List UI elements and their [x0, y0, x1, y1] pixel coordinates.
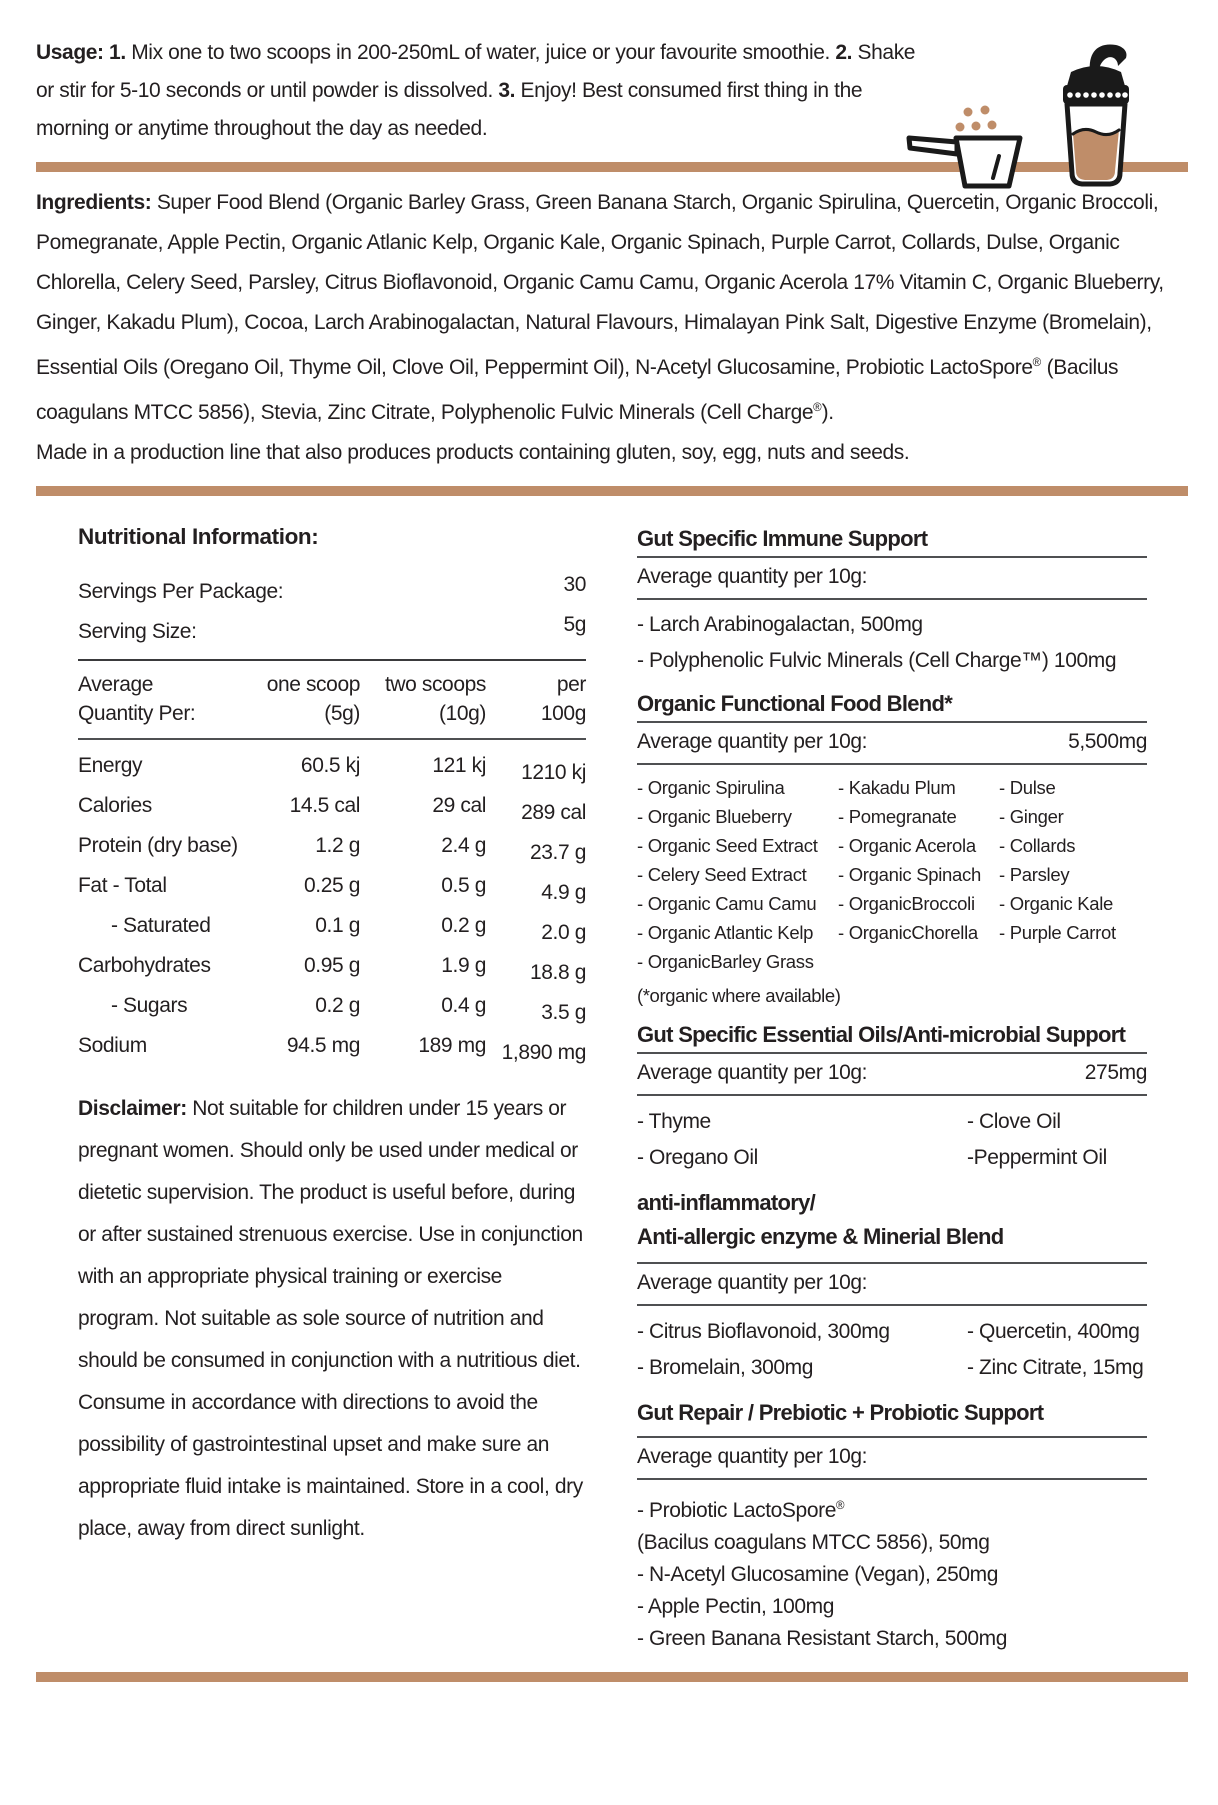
divider: [637, 1094, 1147, 1096]
ingredients-text-2: (Bacilus coagulans MTCC 5856), Stevia, Zinc Citrate, Polyphenolic Fulvic Minerals (Cell Charge: [36, 356, 1119, 424]
serving-size-row: [78, 612, 586, 652]
list-item: - Quercetin, 400mg: [967, 1320, 1140, 1343]
list-item: - Bromelain, 300mg: [637, 1356, 814, 1379]
row-value-per-100g: 18.8 g: [530, 961, 586, 984]
list-item: - Polyphenolic Fulvic Minerals (Cell Charge™) 100mg: [637, 649, 1117, 672]
usage-icons: [904, 40, 1152, 192]
usage-label: Usage: 1.: [36, 41, 126, 64]
list-item: - Thyme: [637, 1110, 711, 1133]
column-header-two-scoops: [360, 670, 486, 728]
avg-quantity-label: Average quantity per 10g:: [637, 1271, 868, 1294]
avg-quantity-row: [637, 1438, 1147, 1478]
registered-symbol: ®: [835, 1500, 845, 1512]
section-heading-line-2: Anti-allergic enzyme & Minerial Blend: [637, 1224, 1004, 1249]
row-value-per-100g: 3.5 g: [541, 1001, 586, 1024]
shaker-bottle-icon: [1040, 40, 1152, 192]
registered-symbol: ®: [813, 402, 822, 414]
scoop-icon: [904, 90, 1026, 192]
servings-block: [78, 572, 586, 652]
divider: [637, 598, 1147, 600]
row-label: Energy: [78, 754, 143, 777]
ingredient-grid: [637, 773, 1147, 976]
usage-step-3-number: 3.: [498, 79, 516, 102]
list-item: - Citrus Bioflavonoid, 300mg: [637, 1320, 890, 1343]
serving-size-value: 5g: [563, 613, 586, 636]
section-heading: Organic Functional Food Blend*: [637, 691, 953, 716]
usage-paragraph: [36, 34, 916, 148]
row-value-two-scoops: 2.4 g: [441, 834, 486, 857]
avg-quantity-label: Average quantity per 10g:: [637, 730, 868, 753]
row-value-two-scoops: 0.2 g: [441, 914, 486, 937]
list-item: - Purple Carrot: [999, 922, 1116, 943]
column-header-quantity: [78, 670, 264, 728]
section-heading: Gut Specific Essential Oils/Anti-microbial Support: [637, 1022, 1126, 1047]
divider-bar-middle: [36, 486, 1188, 496]
avg-quantity-row: [637, 558, 1147, 598]
row-label: - Sugars: [111, 994, 188, 1017]
list-item: - Kakadu Plum: [838, 777, 956, 798]
row-value-two-scoops: 1.9 g: [441, 954, 486, 977]
avg-quantity-value: 275mg: [1084, 1061, 1147, 1084]
row-value-per-100g: 2.0 g: [541, 921, 586, 944]
list-item: - Apple Pectin, 100mg: [637, 1595, 835, 1618]
list-item: (Bacilus coagulans MTCC 5856), 50mg: [637, 1531, 990, 1554]
row-label: Carbohydrates: [78, 954, 211, 977]
ingredients-text-3: ).: [821, 401, 834, 424]
row-label: Fat - Total: [78, 874, 167, 897]
avg-quantity-row: [637, 1264, 1147, 1304]
header-line: one scoop: [266, 673, 360, 696]
servings-value: 30: [563, 573, 586, 596]
list-item: [637, 1490, 1147, 1527]
row-value-one-scoop: 0.95 g: [304, 954, 360, 977]
column-header-one-scoop: [264, 670, 360, 728]
two-column-area: [78, 522, 1188, 1672]
grid-column-1: [637, 1314, 967, 1386]
disclaimer-paragraph: [78, 1088, 586, 1550]
divider: [637, 1478, 1147, 1480]
list-item: - Parsley: [999, 864, 1070, 885]
nutrition-column: [78, 522, 586, 1672]
grid-column-2: [967, 1314, 1147, 1386]
header-line: 100g: [540, 702, 586, 725]
nutrition-heading: Nutritional Information:: [78, 524, 319, 549]
list-item: - Organic Camu Camu: [637, 893, 817, 914]
row-value-one-scoop: 1.2 g: [315, 834, 360, 857]
row-value-one-scoop: 0.2 g: [315, 994, 360, 1017]
ingredient-list: [637, 607, 1147, 679]
list-item: - Organic Kale: [999, 893, 1114, 914]
grid-column-1: [637, 1104, 967, 1176]
section-heading-line-1: anti-inflammatory/: [637, 1190, 816, 1215]
disclaimer-text: Not suitable for children under 15 years or pregnant women. Should only be used under medical or dietetic supervision. The product is useful before, during or after sustained strenuous exercise. Use in conjunction with an appropriate physical training or exercise program. Not suitable as sole source of nutrition and should be consumed in conjunction with a nutritious diet. Consume in accordance with directions to avoid the possibility of gastrointestinal upset and make sure an appropriate fluid intake is maintained. Store in a cool, dry place, away from direct sunlight.: [78, 1097, 583, 1540]
blends-column: [637, 522, 1147, 1672]
column-header-per-100g: [486, 670, 586, 728]
avg-quantity-label: Average quantity per 10g:: [637, 1445, 868, 1468]
header-line: (10g): [438, 702, 486, 725]
list-item: - Ginger: [999, 806, 1064, 827]
row-value-one-scoop: 60.5 kj: [300, 754, 360, 777]
list-item: - Green Banana Resistant Starch, 500mg: [637, 1627, 1008, 1650]
list-item: - Oregano Oil: [637, 1146, 758, 1169]
servings-row: [78, 572, 586, 612]
divider: [637, 763, 1147, 765]
header-line: Quantity Per:: [78, 702, 196, 725]
grid-column-3: [999, 773, 1147, 976]
avg-quantity-label: Average quantity per 10g:: [637, 1061, 868, 1084]
divider: [78, 738, 586, 740]
row-label: Sodium: [78, 1034, 147, 1057]
allergen-statement: Made in a production line that also produces products containing gluten, soy, egg, nuts and seeds.: [36, 441, 910, 464]
row-value-two-scoops: 189 mg: [418, 1034, 486, 1057]
avg-quantity-row: [637, 1054, 1147, 1094]
row-value-per-100g: 4.9 g: [541, 881, 586, 904]
usage-step-2-number: 2.: [835, 41, 853, 64]
list-item: - Organic Spirulina: [637, 777, 785, 798]
organic-note: (*organic where available): [637, 985, 841, 1006]
row-value-per-100g: 23.7 g: [530, 841, 586, 864]
serving-size-label: Serving Size:: [78, 620, 197, 643]
usage-step-3: Enjoy! Best consumed first thing in the morning or anytime throughout the day as needed.: [36, 79, 863, 140]
section-heading: Gut Repair / Prebiotic + Probiotic Support: [637, 1400, 1044, 1425]
header-line: Average: [78, 673, 154, 696]
ingredients-text: Super Food Blend (Organic Barley Grass, Green Banana Starch, Organic Spirulina, Quercetin, Organic Broccoli, Pomegranate, Apple Pectin, Organic Atlanic Kelp, Organic Kale, Organic Spinach, Purple Carrot, Collards, Dulse, Organic Chlorella, Celery Seed, Parsley, Citrus Bioflavonoid, Organic Camu Camu, Organic Acerola 17% Vitamin C, Organic Blueberry, Ginger, Kakadu Plum), Cocoa, Larch Arabinogalactan, Natural Flavours, Himalayan Pink Salt, Digestive Enzyme (Bromelain), Essential Oils (Oregano Oil, Thyme Oil, Clove Oil, Peppermint Oil), N-Acetyl Glucosamine, Probiotic LactoSpore: [36, 191, 1164, 379]
header-line: two scoops: [384, 673, 486, 696]
list-item: - Organic Spinach: [838, 864, 981, 885]
list-item: - Organic Acerola: [838, 835, 976, 856]
list-item: - N-Acetyl Glucosamine (Vegan), 250mg: [637, 1563, 999, 1586]
list-item: - Zinc Citrate, 15mg: [967, 1356, 1144, 1379]
ingredient-grid: [637, 1104, 1147, 1176]
row-value-one-scoop: 14.5 cal: [289, 794, 360, 817]
table-row: [78, 746, 586, 786]
nutrition-rows: [78, 746, 586, 1066]
grid-column-2: [967, 1104, 1147, 1176]
avg-quantity-label: Average quantity per 10g:: [637, 565, 868, 588]
list-item: - OrganicBroccoli: [838, 893, 975, 914]
row-value-one-scoop: 94.5 mg: [286, 1034, 360, 1057]
avg-quantity-row: [637, 723, 1147, 763]
row-value-per-100g: 289 cal: [521, 801, 586, 824]
ingredients-section: [36, 183, 1188, 473]
grid-column-2: [838, 773, 999, 976]
row-value-one-scoop: 0.1 g: [315, 914, 360, 937]
list-item: - Collards: [999, 835, 1076, 856]
section-gut-repair: [637, 1396, 1147, 1655]
row-value-per-100g: 1210 kj: [521, 761, 586, 784]
list-item: - Celery Seed Extract: [637, 864, 807, 885]
list-item: - Organic Blueberry: [637, 806, 792, 827]
ingredients-label: Ingredients:: [36, 191, 152, 214]
divider-bar-bottom: [36, 1672, 1188, 1682]
servings-label: Servings Per Package:: [78, 580, 284, 603]
ingredients-paragraph: [36, 183, 1188, 433]
usage-section: [36, 34, 1188, 152]
list-item: - Dulse: [999, 777, 1056, 798]
row-value-two-scoops: 29 cal: [432, 794, 486, 817]
registered-symbol: ®: [1032, 357, 1042, 369]
row-value-two-scoops: 121 kj: [432, 754, 486, 777]
list-item-text: - Probiotic LactoSpore: [637, 1499, 836, 1522]
row-value-two-scoops: 0.4 g: [441, 994, 486, 1017]
section-essential-oils: [637, 1018, 1147, 1176]
usage-step-2: Shake or stir for 5-10 seconds or until powder is dissolved.: [36, 41, 916, 102]
usage-step-1: Mix one to two scoops in 200-250mL of water, juice or your favourite smoothie.: [125, 41, 836, 64]
list-item: -Peppermint Oil: [967, 1146, 1107, 1169]
nutrition-table-header: [78, 661, 586, 738]
avg-quantity-value: 5,500mg: [1068, 730, 1147, 753]
list-item: - Larch Arabinogalactan, 500mg: [637, 613, 923, 636]
row-label: Calories: [78, 794, 152, 817]
list-item: - Organic Seed Extract: [637, 835, 818, 856]
divider: [637, 1304, 1147, 1306]
row-value-two-scoops: 0.5 g: [441, 874, 486, 897]
list-item: - Clove Oil: [967, 1110, 1061, 1133]
row-value-one-scoop: 0.25 g: [304, 874, 360, 897]
section-heading: Gut Specific Immune Support: [637, 526, 928, 551]
list-item: - Pomegranate: [838, 806, 957, 827]
section-immune-support: [637, 522, 1147, 679]
disclaimer-label: Disclaimer:: [78, 1097, 187, 1120]
row-label: Protein (dry base): [78, 834, 238, 857]
row-label: - Saturated: [111, 914, 211, 937]
header-line: per: [556, 673, 586, 696]
list-item: - OrganicChorella: [838, 922, 978, 943]
section-food-blend: [637, 687, 1147, 1010]
header-line: (5g): [324, 702, 360, 725]
list-item: - Organic Atlantic Kelp: [637, 922, 814, 943]
row-value-per-100g: 1,890 mg: [501, 1041, 586, 1064]
list-item: - OrganicBarley Grass: [637, 951, 814, 972]
grid-column-1: [637, 773, 838, 976]
ingredient-grid: [637, 1314, 1147, 1386]
ingredient-list: [637, 1490, 1147, 1655]
section-anti-inflammatory: [637, 1186, 1147, 1386]
